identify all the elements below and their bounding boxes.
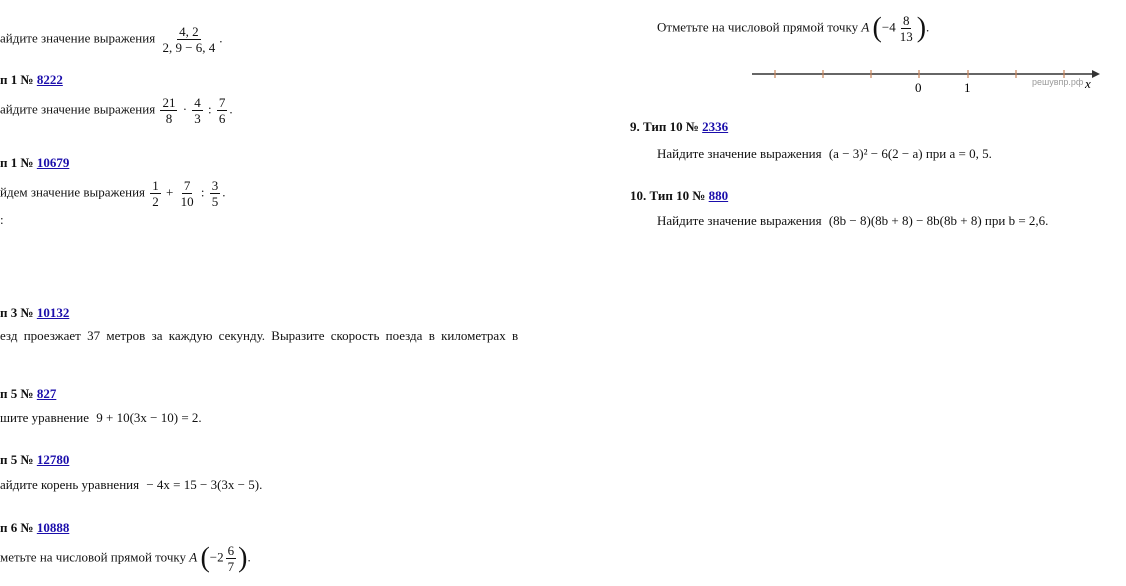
problem-8-statement [657,13,929,44]
problem-6-link[interactable]: 12780 [36,452,70,467]
problem-9-statement [657,146,992,162]
period: . [926,19,930,35]
problem-2-header [0,72,63,88]
operator: · [182,101,188,117]
condition: b = 2,6. [1008,213,1049,228]
fraction-numerator: 8 [902,13,910,28]
problem-label: п 5 № [0,386,34,401]
fraction-numerator: 1 [152,178,159,193]
fraction [160,24,217,55]
problem-label: п 3 № [0,305,34,320]
fraction-numerator: 4 [194,95,201,110]
condition-word: при [984,213,1006,228]
axis-arrow [1092,70,1100,78]
problem-text: йдем значение выражения [0,184,146,200]
tick-label-1: 1 [964,80,971,95]
problem-10-statement [657,213,1048,229]
fraction-denominator: 2, 9 − 6, 4 [162,40,216,55]
problem-text: метьте на числовой прямой точку [0,549,187,565]
problem-4-header [0,305,69,321]
fraction-denominator: 8 [165,111,173,126]
problem-label: п 1 № [0,72,34,87]
condition: a = 0, 5. [949,146,992,161]
problem-label: п 6 № [0,520,34,535]
fraction-numerator: 4, 2 [179,24,199,39]
mixed-whole: −4 [881,19,896,35]
fraction-denominator: 10 [180,194,194,209]
problem-2-statement [0,95,233,126]
problem-3-statement [0,178,226,209]
answer-prefix: : [0,212,4,227]
tick-label-0: 0 [915,80,922,95]
fraction [160,95,177,126]
problem-label: п 5 № [0,452,34,467]
problem-2-link[interactable]: 8222 [36,72,63,87]
problem-text: айдите значение выражения [0,30,156,46]
mixed-whole: −2 [209,549,224,565]
problem-6-header [0,452,69,468]
fraction-denominator: 6 [218,111,226,126]
point-label: A [861,19,870,35]
problem-7-statement [0,543,251,574]
problem-9-header [630,119,728,135]
problem-text: Найдите значение выражения [657,213,822,228]
left-paren: ( [200,542,210,574]
problem-10-header [630,188,728,204]
problem-1-statement [0,24,223,55]
axis-label-x: x [1085,76,1091,91]
operator: : [208,101,212,117]
fraction-numerator: 7 [183,178,191,193]
fraction [898,13,915,44]
fraction-numerator: 7 [218,95,226,110]
problem-text: айдите значение выражения [0,101,156,117]
operator: + [166,184,174,200]
fraction-numerator: 21 [162,95,176,110]
fraction [210,178,221,209]
condition-word: при [925,146,947,161]
number-line [740,60,1110,100]
left-paren: ( [872,12,882,44]
fraction-denominator: 2 [152,194,159,209]
fraction-numerator: 3 [211,178,219,193]
fraction [192,95,203,126]
problem-text: айдите корень уравнения [0,477,140,492]
problem-9-link[interactable]: 2336 [702,119,729,134]
problem-4-link[interactable]: 10132 [36,305,70,320]
fraction-denominator: 5 [211,194,219,209]
equation: − 4x = 15 − 3(3x − 5). [146,477,263,492]
fraction [217,95,228,126]
fraction-numerator: 6 [227,543,235,558]
problem-7-link[interactable]: 10888 [36,520,70,535]
right-paren: ) [238,542,248,574]
problem-6-statement [0,477,262,493]
point-label: A [189,549,198,565]
right-paren: ) [916,12,927,44]
period: . [219,30,223,46]
problem-label: 10. Тип 10 № [630,188,706,203]
fraction-denominator: 3 [194,111,201,126]
fraction-denominator: 7 [227,559,235,574]
equation: 9 + 10(3x − 10) = 2. [96,410,202,425]
period: . [229,101,233,117]
problem-5-statement [0,410,202,426]
watermark: решувпр.рф [1032,77,1084,87]
problem-text: шите уравнение [0,410,89,425]
problem-4-statement: езд проезжает 37 метров за каждую секунду. Выразите скорость поезда в километрах в [0,328,519,343]
expression: (8b − 8)(8b + 8) − 8b(8b + 8) [828,213,982,228]
problem-7-header [0,520,69,536]
problem-text: Найдите значение выражения [657,146,822,161]
fraction-denominator: 13 [899,29,913,44]
fraction [226,543,237,574]
problem-10-link[interactable]: 880 [708,188,729,203]
fraction [150,178,161,209]
problem-5-link[interactable]: 827 [36,386,57,401]
problem-text: Отметьте на числовой прямой точку [657,19,859,35]
fraction [179,178,196,209]
expression: (a − 3)² − 6(2 − a) [828,146,923,161]
operator: : [200,184,205,200]
period: . [222,184,226,200]
period: . [247,549,251,565]
problem-3-header [0,155,69,171]
problem-label: 9. Тип 10 № [630,119,699,134]
problem-3-link[interactable]: 10679 [36,155,70,170]
problem-label: п 1 № [0,155,34,170]
problem-5-header [0,386,56,402]
